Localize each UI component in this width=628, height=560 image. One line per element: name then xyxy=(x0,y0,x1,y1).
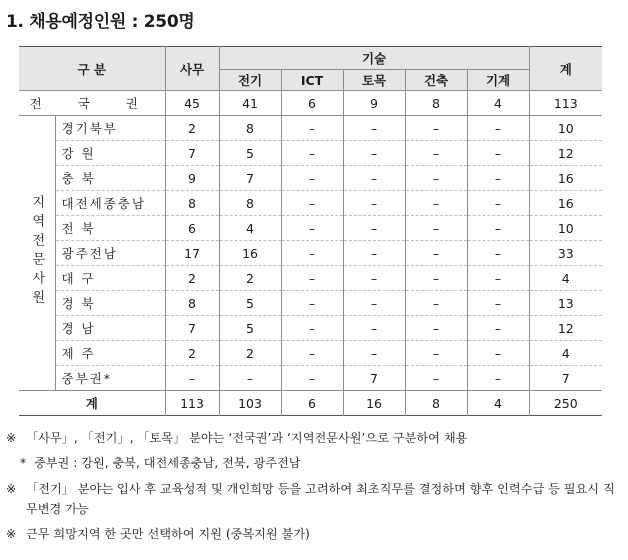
table-cell: 8 xyxy=(165,291,219,316)
table-cell: – xyxy=(343,141,405,166)
table-cell: – xyxy=(405,366,467,391)
note-mark: ※ xyxy=(6,527,17,541)
table-cell: – xyxy=(405,291,467,316)
table-cell: – xyxy=(165,366,219,391)
header-civil: 토목 xyxy=(343,70,405,91)
table-cell: 6 xyxy=(165,216,219,241)
region-label: 광주전남 xyxy=(55,241,165,266)
table-cell: – xyxy=(467,266,529,291)
table-cell: – xyxy=(281,116,343,141)
table-cell: 8 xyxy=(219,191,281,216)
note-text: 근무 희망지역 한 곳만 선택하여 지원 (중복지원 불가) xyxy=(26,527,310,541)
notes-section xyxy=(6,428,621,549)
table-cell: 10 xyxy=(529,216,602,241)
table-cell: 16 xyxy=(343,391,405,416)
table-cell: 4 xyxy=(219,216,281,241)
table-cell: 2 xyxy=(165,341,219,366)
table-cell: – xyxy=(219,366,281,391)
table-cell: 17 xyxy=(165,241,219,266)
table-cell: – xyxy=(343,191,405,216)
table-cell: – xyxy=(281,291,343,316)
table-cell: 9 xyxy=(165,166,219,191)
table-cell: 6 xyxy=(281,91,343,116)
table-cell: – xyxy=(281,341,343,366)
table-row-total xyxy=(19,391,602,416)
table-row xyxy=(19,291,602,316)
note-item xyxy=(6,479,621,519)
table-cell: – xyxy=(405,316,467,341)
note-mark: ※ xyxy=(6,482,17,496)
table-cell: – xyxy=(467,341,529,366)
table-cell: 13 xyxy=(529,291,602,316)
table-cell: 4 xyxy=(529,341,602,366)
table-cell: 6 xyxy=(281,391,343,416)
table-cell: 16 xyxy=(219,241,281,266)
table-cell: 5 xyxy=(219,291,281,316)
table-row xyxy=(19,241,602,266)
table-cell: 7 xyxy=(529,366,602,391)
header-category: 구 분 xyxy=(19,47,165,91)
note-mark: ※ xyxy=(6,431,17,445)
region-label: 중부권* xyxy=(55,366,165,391)
table-cell: – xyxy=(467,216,529,241)
table-cell: 33 xyxy=(529,241,602,266)
table-cell: – xyxy=(343,241,405,266)
table-cell: 10 xyxy=(529,116,602,141)
row-label-total: 계 xyxy=(19,391,165,416)
region-label: 대전세종충남 xyxy=(55,191,165,216)
table-cell: 2 xyxy=(219,266,281,291)
table-cell: 4 xyxy=(529,266,602,291)
table-cell: – xyxy=(405,266,467,291)
note-text: 「전기」 분야는 입사 후 교육성적 및 개인희망 등을 고려하여 최초직무를 결정하며 향후 인력수급 등 필요시 직무변경 가능 xyxy=(26,482,615,516)
table-cell: 8 xyxy=(219,116,281,141)
table-cell: – xyxy=(467,191,529,216)
table-row-nationwide xyxy=(19,91,602,116)
note-item xyxy=(6,453,621,473)
hiring-table xyxy=(19,46,602,416)
table-cell: 7 xyxy=(165,316,219,341)
region-label: 경기북부 xyxy=(55,116,165,141)
region-label: 강 원 xyxy=(55,141,165,166)
table-cell: – xyxy=(281,366,343,391)
table-cell: 2 xyxy=(165,116,219,141)
table-cell: 41 xyxy=(219,91,281,116)
header-mechanical: 기계 xyxy=(467,70,529,91)
table-cell: – xyxy=(343,291,405,316)
table-cell: 8 xyxy=(165,191,219,216)
table-cell: 113 xyxy=(165,391,219,416)
table-cell: – xyxy=(405,116,467,141)
region-label: 경 남 xyxy=(55,316,165,341)
region-label: 대 구 xyxy=(55,266,165,291)
table-cell: 8 xyxy=(405,91,467,116)
header-architecture: 건축 xyxy=(405,70,467,91)
table-cell: 5 xyxy=(219,141,281,166)
table-cell: 9 xyxy=(343,91,405,116)
table-cell: – xyxy=(467,316,529,341)
note-item xyxy=(6,524,621,544)
region-label: 전 북 xyxy=(55,216,165,241)
table-row xyxy=(19,141,602,166)
table-cell: 16 xyxy=(529,191,602,216)
table-row xyxy=(19,316,602,341)
table-cell: 7 xyxy=(343,366,405,391)
table-cell: – xyxy=(281,216,343,241)
table-cell: 16 xyxy=(529,166,602,191)
region-label: 제 주 xyxy=(55,341,165,366)
table-cell: – xyxy=(343,116,405,141)
header-total: 계 xyxy=(529,47,602,91)
table-cell: – xyxy=(405,166,467,191)
table-row xyxy=(19,191,602,216)
note-text: 「사무」, 「전기」, 「토목」 분야는 ‘전국권’과 ‘지역전문사원’으로 구분하여 채용 xyxy=(26,431,468,445)
table-row xyxy=(19,366,602,391)
page-title: 1. 채용예정인원 : 250명 xyxy=(6,12,195,32)
table-row xyxy=(19,341,602,366)
table-cell: – xyxy=(467,116,529,141)
region-label: 경 북 xyxy=(55,291,165,316)
note-text: 중부권 : 강원, 충북, 대전세종충남, 전북, 광주전남 xyxy=(34,456,301,470)
table-cell: 7 xyxy=(165,141,219,166)
table-cell: – xyxy=(281,266,343,291)
row-label-nationwide: 전 국 권 xyxy=(19,91,165,116)
table-cell: – xyxy=(405,341,467,366)
header-technical: 기술 xyxy=(219,47,529,70)
note-item xyxy=(6,428,621,448)
table-cell: 2 xyxy=(219,341,281,366)
table-cell: – xyxy=(405,141,467,166)
table-cell: – xyxy=(343,316,405,341)
table-cell: – xyxy=(405,241,467,266)
table-row xyxy=(19,216,602,241)
table-cell: 103 xyxy=(219,391,281,416)
table-cell: 4 xyxy=(467,91,529,116)
table-cell: – xyxy=(281,316,343,341)
note-mark: * xyxy=(20,456,27,470)
table-cell: – xyxy=(467,291,529,316)
table-row xyxy=(19,266,602,291)
table-cell: – xyxy=(405,216,467,241)
table-cell: – xyxy=(343,266,405,291)
region-group-text: 지역전문사원 xyxy=(29,194,45,309)
header-office: 사무 xyxy=(165,47,219,91)
table-cell: 250 xyxy=(529,391,602,416)
table-cell: – xyxy=(467,241,529,266)
table-row xyxy=(19,166,602,191)
table-cell: – xyxy=(405,191,467,216)
table-cell: 7 xyxy=(219,166,281,191)
header-ict: ICT xyxy=(281,70,343,91)
table-row xyxy=(19,116,602,141)
header-electric: 전기 xyxy=(219,70,281,91)
table-cell: – xyxy=(467,141,529,166)
table-cell: 12 xyxy=(529,316,602,341)
table-cell: – xyxy=(343,166,405,191)
region-label: 충 북 xyxy=(55,166,165,191)
table-cell: – xyxy=(281,141,343,166)
table-cell: – xyxy=(281,241,343,266)
table-cell: – xyxy=(343,216,405,241)
table-cell: 113 xyxy=(529,91,602,116)
table-cell: – xyxy=(343,341,405,366)
table-cell: 4 xyxy=(467,391,529,416)
table-cell: 5 xyxy=(219,316,281,341)
table-cell: – xyxy=(467,166,529,191)
table-cell: – xyxy=(281,166,343,191)
region-group-label xyxy=(19,116,55,391)
table-cell: 8 xyxy=(405,391,467,416)
table-cell: – xyxy=(281,191,343,216)
table-cell: 45 xyxy=(165,91,219,116)
table-cell: – xyxy=(467,366,529,391)
table-cell: 2 xyxy=(165,266,219,291)
table-cell: 12 xyxy=(529,141,602,166)
